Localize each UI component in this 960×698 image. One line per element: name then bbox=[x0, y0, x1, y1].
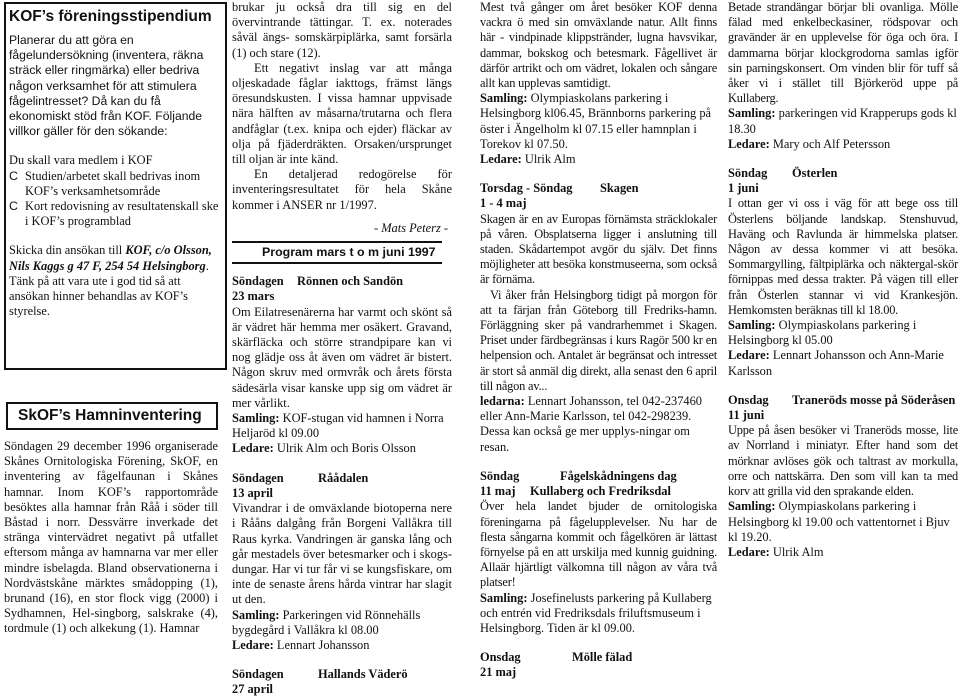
stipend-intro: Planerar du att göra en fågelundersökning (inventera, räkna sträck eller ringmärka) eller bedriva någon verksamhet för att stimulera fågelintresset? Då kan du få ekonomiskt stöd från KOF. Följande villkor gäller för den sökande: bbox=[9, 33, 204, 139]
event-header: Torsdag - Söndag Skagen bbox=[480, 181, 639, 196]
bullet-glyph: C bbox=[9, 199, 18, 214]
col3-p1: Mest två gånger om året besöker KOF denna vackra ö med sin omväxlande natur. Allt finns här - vindpinade klippstränder, lugna havsvikar, dammar, bokskog och betesmark. Fågellivet är därför artrikt och om vädret, lokalen och sångare allt kan upplevas samtidigt. bbox=[480, 0, 717, 91]
event-date: 21 maj bbox=[480, 665, 517, 680]
event-date: 1 - 4 maj bbox=[480, 196, 527, 211]
col2-p2: Ett negativt inslag var att många oljeskadade fåglar iakttogs, främst längs öresundskusten. I vissa hamnar uppvisade nära hälften av måsarna/trutarna och flera andfåglar (t.ex. knipa och ejder) fläckar av olja på fjäderdräkten. Orsaken/ursprunget till oljan är inte känd. bbox=[232, 60, 452, 167]
event-date: 23 mars bbox=[232, 289, 275, 304]
event-samling: Samling: Josefinelusts parkering på Kullaberg och entrén vid Fredriksdals friluftsmuseum i Helsingborg. Tiden är kl 09.00. bbox=[480, 590, 712, 635]
event-samling: Samling: KOF-stugan vid hamnen i Norra Heljaröd kl 09.00 bbox=[232, 411, 444, 441]
apply-instructions: Skicka din ansökan till KOF, c/o Olsson, Nils Kaggs g 47 F, 254 54 Helsingborg. Tänk på att vara ute i god tid så att ansökan hinner behandlas av KOF’s styrelse. bbox=[9, 243, 212, 319]
event-samling: Samling: Parkeringen vid Rönnehälls bygdegård i Vallåkra kl 08.00 bbox=[232, 607, 421, 637]
event-ledare: Ledare: Ulrik Alm bbox=[480, 152, 576, 167]
event-header: Onsdag Traneröds mosse på Söderåsen bbox=[728, 392, 956, 407]
event-ledare: Ledare: Ulrik Alm bbox=[728, 544, 824, 559]
column-2 bbox=[232, 0, 452, 698]
hamn-box bbox=[6, 402, 218, 430]
col4-p1: Betade strandängar börjar bli ovanliga. Mölle fälad med enkelbeckasiner, rödspovar och gravänder är en upplevelse för öga och öra. I dammarna börjar klockgrodorna samlas igför sin parningskonsert. Om vinden blir för tuff så åker vi i stället till Björkeröd uppe på Kullaberg. bbox=[728, 0, 958, 106]
event-header: Söndagen Hallands Väderö bbox=[232, 667, 408, 682]
requirement-report: C Kort redovisning av resultatenskall ske i KOF’s programblad bbox=[9, 199, 219, 229]
event-ledare: Ledare: Lennart Johansson bbox=[232, 637, 370, 652]
event-text: Om Eilatresenärerna har varmt och skönt så är vädret här hemma mer osäkert. Gravand, skärfläcka och större strandpipare kan vi nog glädje oss åt även om vädret är bistert. Någon skruv med ormvråk och årets första sädesärla visar kanske upp sig om vädret är mer vårlikt. bbox=[232, 304, 452, 410]
event-samling: Samling: Olympiaskolans parkering i Helsingborg kl 19.00 och vattentornet i Bjuv kl 19.20. bbox=[728, 499, 950, 544]
event-header: Onsdag Mölle fälad bbox=[480, 650, 633, 665]
hamn-title: SkOF’s Hamninventering bbox=[18, 407, 202, 424]
apply-address: KOF, c/o Olsson, Nils Kaggs g 47 F, 254 54 Helsingborg bbox=[9, 243, 212, 273]
event-date: 13 april bbox=[232, 485, 273, 500]
event-samling: Samling: Olympiaskolans parkering i Helsingborg kl06.45, Brännborns parkering på öster i Ängelholm kl 07.15 eller hamnplan i Torekov kl 07.50. bbox=[480, 91, 712, 151]
event-header: Söndag Fågelskådningens dag bbox=[480, 468, 677, 483]
requirement-member: Du skall vara medlem i KOF bbox=[9, 153, 153, 168]
event-date: 27 april bbox=[232, 682, 273, 697]
event-text: Över hela landet bjuder de ornitologiska föreningarna på fågelupplevelser. Nu har de flesta sångarna kommit och fågelkören är lättast förnyelse på en att urskilja med kunnig guidning. Allaär hjärtligt välkomna till någon av våra två platser! bbox=[480, 499, 717, 590]
column-4 bbox=[728, 0, 958, 560]
bullet-glyph: C bbox=[9, 168, 18, 183]
event-samling: Samling: Olympiaskolans parkering i Helsingborg kl 05.00 bbox=[728, 318, 917, 348]
requirement-area: C Studien/arbetet skall bedrivas inom KOF’s verksamhetsområde bbox=[9, 168, 201, 198]
col2-p1: brukar ju också dra till sig en del övervintrande tättingar. T. ex. noterades såväl ängs- somskärpiplärka, samt forsärla (1) och stare (12). bbox=[232, 0, 452, 60]
event-header: Söndag Österlen bbox=[728, 166, 838, 181]
program-title: Program mars t o m juni 1997 bbox=[232, 241, 442, 264]
signature: - Mats Peterz - bbox=[374, 220, 448, 235]
event-text: Vi åker från Helsingborg tidigt på morgon för att ta färjan från Göteborg till Fredriks-hamn. Förläggning sker på vandrarhemmet i Skagen. Priset under färdbegränsas i kurs Ragör 500 kr en helpension och. Antalet är begränsat och intresset är stort så anmäl dig direkt, alla senast den 6 april till någon av... bbox=[480, 287, 717, 393]
event-text: Skagen är en av Europas förnämsta sträcklokaler på våren. Obsplatserna ligger i anslutning till staden. Skådartempot avgör du själv. Det finns möjligheter att besöka konstmuseerna, som också är förnäma. bbox=[480, 211, 717, 287]
event-text: Uppe på åsen besöker vi Traneröds mosse, lite av Norrland i miniatyr. Efter hand som det mörknar avlöses gök och taltrast av morkulla, orre och nattskärra. Den som vill kan ta med korv att grilla vid den sprakande elden. bbox=[728, 423, 958, 499]
col2-p3: En detaljerad redogörelse för inventeringsresultatet för hela Skåne kommer i ANSER nr 1/1997. bbox=[232, 167, 452, 212]
event-ledare: Ledare: Lennart Johansson och Ann-Marie Karlsson bbox=[728, 348, 944, 378]
event-date: 11 juni bbox=[728, 408, 765, 423]
stipend-box bbox=[4, 2, 227, 370]
event-text: I ottan ger vi oss i väg för att bege oss till Österlens böljande landskap. Stenshuvud, Haväng och Ravlunda är himmelska platser. Någon av dessa kommer vi att besöka. Sommargylling, fältpiplärka och näktergal-skör förnippas med dessa trakter. På vägen till eller från Österlen stannar vi vid Krankesjön. Hemkomsten beräknas till kl 18.00. bbox=[728, 196, 958, 317]
event-header: Söndagen Råådalen bbox=[232, 470, 369, 485]
stipend-title: KOF’s föreningsstipendium bbox=[9, 8, 212, 25]
event-header: 11 maj Kullaberg och Fredriksdal bbox=[480, 484, 671, 499]
event-date: 1 juni bbox=[728, 181, 759, 196]
column-3 bbox=[480, 0, 717, 681]
event-text: Vivandrar i de omväxlande biotoperna nere i Rååns dalgång från Borgeni Vallåkra till Raus kyrka. Vandringen är ganska lång och går mestadels över betesmarker och i skogs-dungar. Har vi tur får vi se kungsfiskare, om inte de senaste årens hårda vintrar har slagit ut den. bbox=[232, 501, 452, 607]
event-ledare: ledarna: Lennart Johansson, tel 042-237460 eller Ann-Marie Karlsson, tel 042-298239. Dessa kan också ge mer upplys-ningar om resan. bbox=[480, 394, 702, 454]
event-header: Söndagen Rönnen och Sandön bbox=[232, 274, 404, 289]
event-samling: Samling: parkeringen vid Krapperups gods kl 18.30 bbox=[728, 106, 957, 136]
event-ledare: Ledare: Mary och Alf Petersson bbox=[728, 136, 891, 151]
event-ledare: Ledare: Ulrik Alm och Boris Olsson bbox=[232, 441, 416, 456]
hamn-text: Söndagen 29 december 1996 organiserade Skånes Ornitologiska Förening, SkOF, en inventering av fågelfaunan i Skånes hamnar. Inom KOF’s rapportområde besöktes alla hamnar från Råå i söder till Båstad i norr. Dessvärre inverkade det stränga vintervädret negativt på utfallet eftersom många av hamnarna var mer eller mindre isbelagda. Bland observationerna i Nordvästskåne märktes smådopping (1), brunand (16), en stor flock vigg (2000) i Sydhamnen, Hel-singborg, salskrake (4), tordmule (1) och alkekung (1). Hamnar bbox=[4, 439, 218, 636]
